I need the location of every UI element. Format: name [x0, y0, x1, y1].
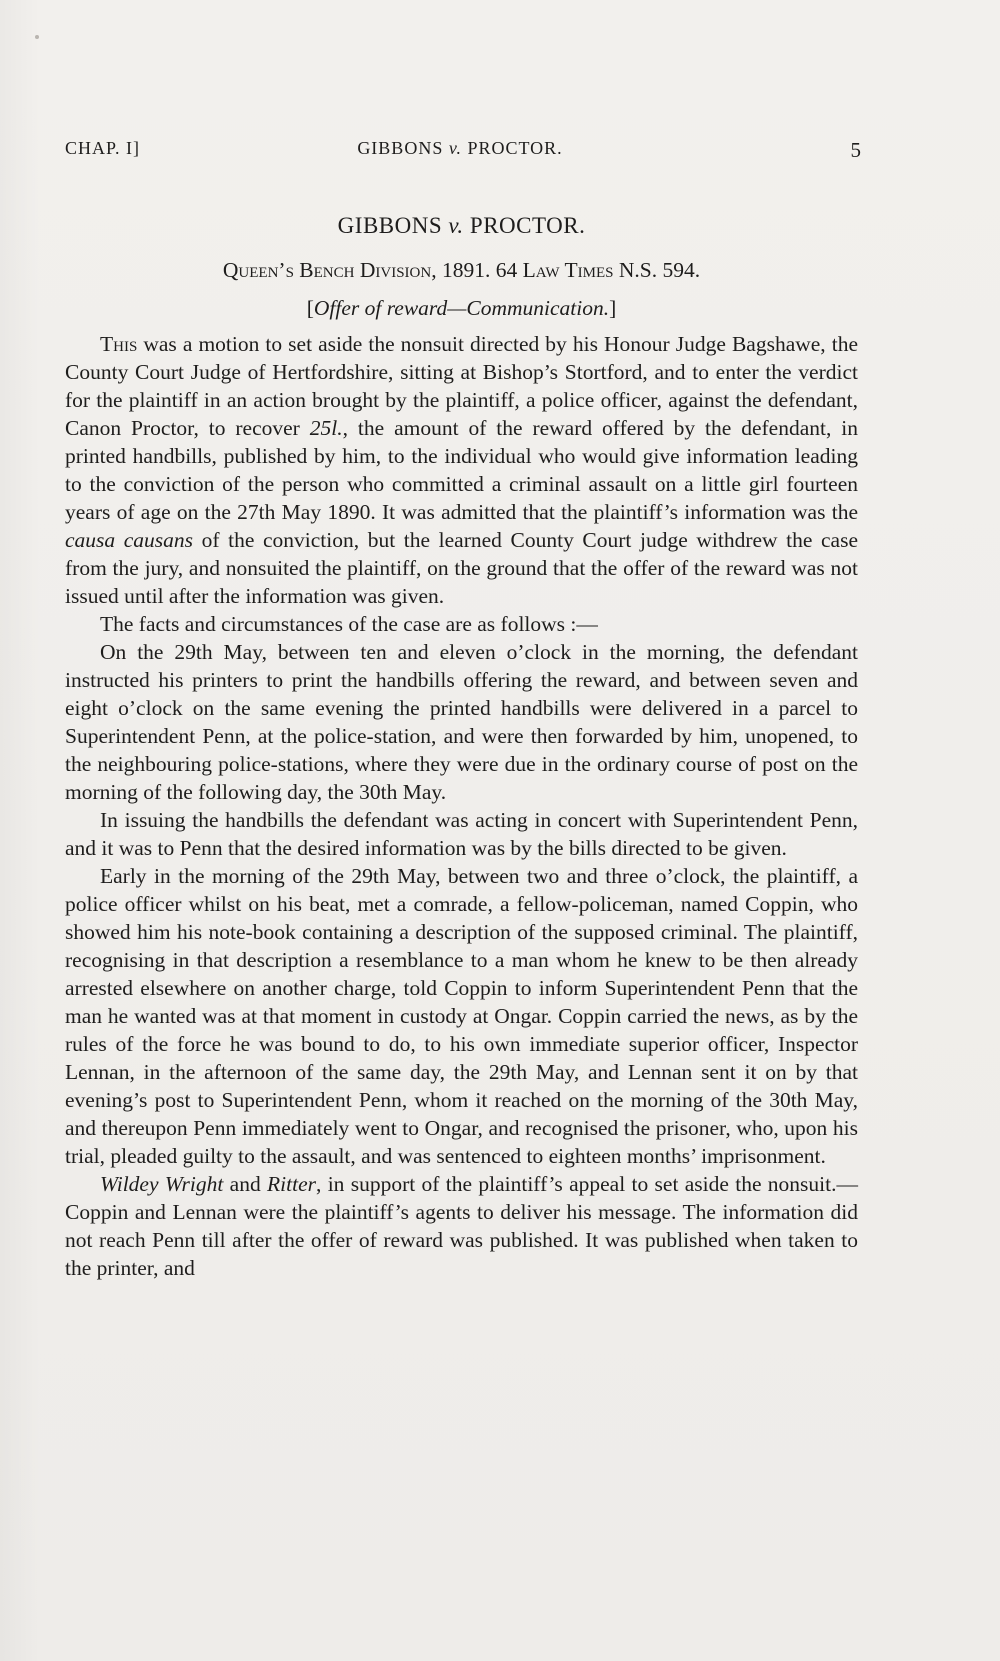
case-title: GIBBONS v. PROCTOR. [337, 213, 586, 238]
page-number: 5 [850, 138, 861, 162]
paragraph-facts-intro: The facts and circumstances of the case are as follows :— [100, 612, 598, 636]
running-header [65, 138, 861, 168]
paragraph-concert: In issuing the handbills the defendant was acting in concert with Superintendent Penn, and it was to Penn that the desired information was by the bills directed to be given. [65, 808, 858, 860]
court-citation: Queen’s Bench Division, 1891. 64 Law Times N.S. 594. [222, 258, 701, 282]
case-subject: [Offer of reward—Communication.] [306, 296, 617, 320]
paragraph-counsel-argument: Wildey Wright and Ritter, in support of the plaintiff’s appeal to set aside the nonsuit.—Coppin and Lennan were the plaintiff’s agents to deliver his message. The information did not reach Penn till after the offer of reward was published. It was published when taken to the printer, and [65, 1172, 858, 1280]
scan-edge-shadow [0, 0, 40, 1661]
chapter-label: CHAP. I] [65, 138, 141, 158]
paragraph-motion: This was a motion to set aside the nonsuit directed by his Honour Judge Bagshawe, the County Court Judge of Hertfordshire, sitting at Bishop’s Stortford, and to enter the verdict for the plaintiff in an action brought by the plaintiff, a police officer, against the defendant, Canon Proctor, to recover 25l., the amount of the reward offered by the defendant, in printed handbills, published by him, to the individual who would give information leading to the conviction of the person who committed a criminal assault on a little girl fourteen years of age on the 27th May 1890. It was admitted that the plaintiff’s information was the causa causans of the conviction, but the learned County Court judge withdrew the case from the jury, and nonsuited the plaintiff, on the ground that the offer of the reward was not issued until after the information was given. [65, 332, 858, 608]
running-title: GIBBONS v. PROCTOR. [357, 138, 563, 158]
scan-speck [35, 35, 39, 39]
paragraph-handbills: On the 29th May, between ten and eleven o’clock in the morning, the defendant instructed his printers to print the handbills offering the reward, and between seven and eight o’clock on the same evening the printed handbills were delivered in a parcel to Superintendent Penn, at the police-station, and were then forwarded by him, unopened, to the neighbouring police-stations, where they were due in the ordinary course of post on the morning of the following day, the 30th May. [65, 640, 858, 804]
page-body [65, 212, 858, 1282]
paragraph-early-morning: Early in the morning of the 29th May, between two and three o’clock, the plaintiff, a police officer whilst on his beat, met a comrade, a fellow-policeman, named Coppin, who showed him his note-book containing a description of the supposed criminal. The plaintiff, recognising in that description a resemblance to a man whom he knew to be then already arrested elsewhere on another charge, told Coppin to inform Superintendent Penn that the man he wanted was at that moment in custody at Ongar. Coppin carried the news, as by the rules of the force he was bound to do, to his own immediate superior officer, Inspector Lennan, in the afternoon of the same day, the 29th May, and Lennan sent it on by that evening’s post to Superintendent Penn, whom it reached on the morning of the 30th May, and thereupon Penn immediately went to Ongar, and recognised the prisoner, who, upon his trial, pleaded guilty to the assault, and was sentenced to eighteen months’ imprisonment. [65, 864, 858, 1168]
